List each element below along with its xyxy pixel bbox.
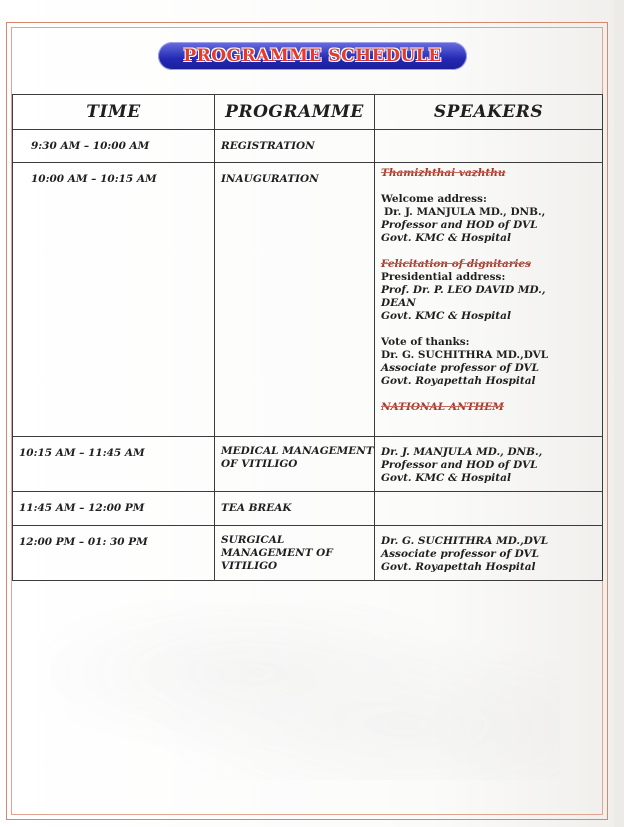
time-text: 11:45 AM – 12:00 PM (19, 502, 145, 514)
felicitation-text: Felicitation of dignitaries (381, 258, 531, 270)
title-banner (158, 42, 467, 70)
welcome-speaker-name: Dr. J. MANJULA MD., DNB., (384, 206, 546, 218)
header-speakers: SPEAKERS (375, 95, 603, 130)
thamizhthai-vazhthu-text: Thamizhthai vazhthu (381, 167, 506, 179)
speaker-block (375, 437, 602, 485)
national-anthem-text: NATIONAL ANTHEM (381, 401, 504, 413)
background-bleed (40, 600, 560, 780)
speaker-cell (375, 492, 603, 526)
programme-cell (215, 492, 375, 526)
programme-cell (215, 437, 375, 492)
programme-cell (215, 526, 375, 581)
programme-text: MEDICAL MANAGEMENT OF VITILIGO (221, 445, 374, 470)
header-time: TIME (13, 95, 215, 130)
schedule-table (12, 94, 603, 581)
welcome-speaker-institution: Govt. KMC & Hospital (381, 232, 511, 244)
speaker-name: Dr. J. MANJULA MD., DNB., (381, 446, 543, 458)
table-row (13, 437, 603, 492)
table-row (13, 492, 603, 526)
presidential-speaker-name: Prof. Dr. P. LEO DAVID MD., (381, 284, 546, 296)
presidential-speaker-institution: Govt. KMC & Hospital (381, 310, 511, 322)
thanks-speaker-institution: Govt. Royapettah Hospital (381, 375, 536, 387)
speaker-name: Dr. G. SUCHITHRA MD.,DVL (381, 535, 549, 547)
programme-cell (215, 163, 375, 437)
time-text: 10:00 AM – 10:15 AM (31, 173, 157, 185)
header-programme: PROGRAMME (215, 95, 375, 130)
page-title: PROGRAMME SCHEDULE (183, 46, 442, 66)
presidential-speaker-title: DEAN (381, 297, 416, 309)
speaker-cell (375, 437, 603, 492)
time-text: 9:30 AM – 10:00 AM (31, 140, 150, 152)
speaker-institution: Govt. Royapettah Hospital (381, 561, 536, 573)
programme-text: INAUGURATION (221, 173, 319, 185)
time-cell (13, 130, 215, 163)
programme-cell (215, 130, 375, 163)
speaker-cell (375, 130, 603, 163)
speaker-block (375, 526, 602, 574)
thanks-speaker-name: Dr. G. SUCHITHRA MD.,DVL (381, 349, 549, 361)
speaker-title: Associate professor of DVL (381, 548, 540, 560)
table-row (13, 526, 603, 581)
time-cell (13, 526, 215, 581)
thanks-speaker-title: Associate professor of DVL (381, 362, 540, 374)
programme-text: TEA BREAK (221, 502, 292, 514)
time-cell (13, 492, 215, 526)
time-cell (13, 437, 215, 492)
programme-text: REGISTRATION (221, 140, 315, 152)
speaker-cell (375, 163, 603, 437)
table-header-row (13, 95, 603, 130)
table-row (13, 163, 603, 437)
speaker-title: Professor and HOD of DVL (381, 459, 538, 471)
programme-text: SURGICAL MANAGEMENT OF VITILIGO (221, 534, 333, 572)
thanks-label: Vote of thanks: (381, 336, 470, 348)
table-row (13, 130, 603, 163)
time-text: 12:00 PM – 01: 30 PM (19, 536, 148, 548)
inauguration-speakers (375, 163, 602, 414)
time-text: 10:15 AM – 11:45 AM (19, 447, 145, 459)
time-cell (13, 163, 215, 437)
welcome-speaker-title: Professor and HOD of DVL (381, 219, 538, 231)
presidential-label: Presidential address: (381, 271, 506, 283)
speaker-institution: Govt. KMC & Hospital (381, 472, 511, 484)
speaker-cell (375, 526, 603, 581)
welcome-label: Welcome address: (381, 193, 487, 205)
